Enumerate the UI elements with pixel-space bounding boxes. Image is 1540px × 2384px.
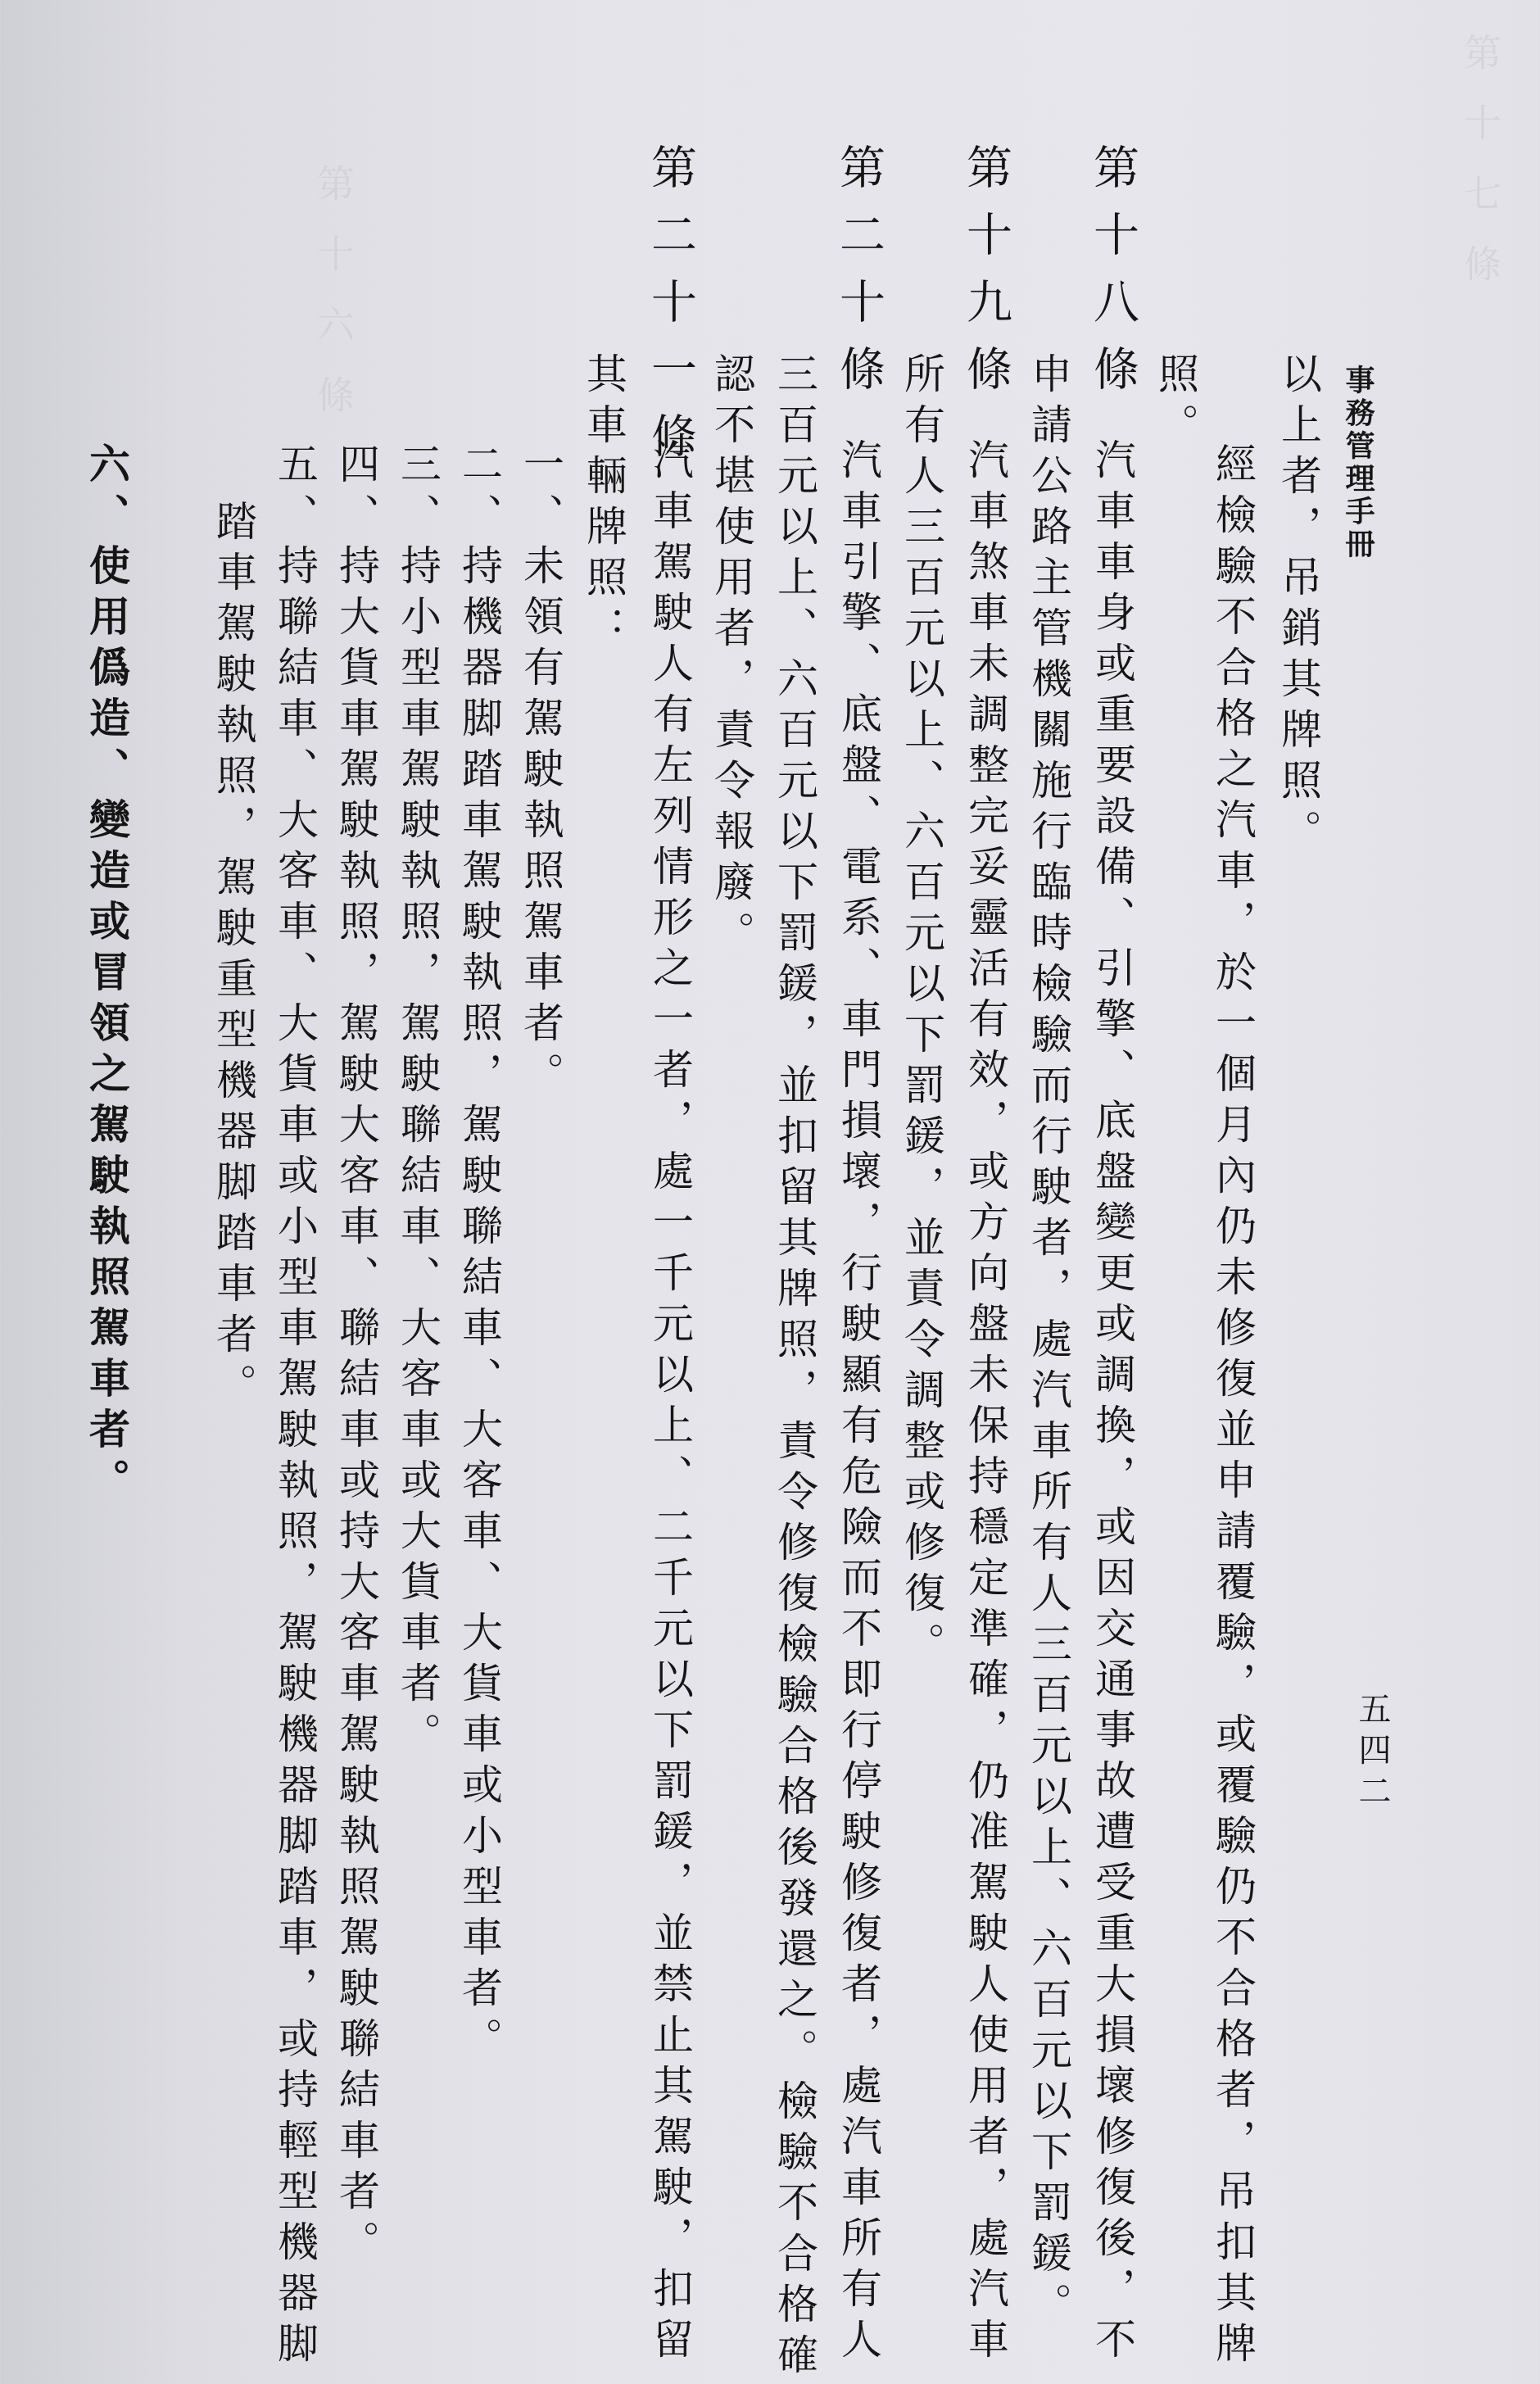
- list-item: 踏車駕駛執照，駕駛重型機器脚踏車者。: [210, 500, 257, 1414]
- list-item: 四、持大貨車駕駛執照，駕駛大客車、聯結車或持大客車駕駛執照駕駛聯結車者。: [333, 442, 380, 2271]
- page-number: 五四二: [1353, 1692, 1391, 1815]
- article-heading-20: 第二十條: [832, 143, 886, 412]
- list-item: 三、持小型車駕駛執照，駕駛聯結車、大客車或大貨車者。: [394, 442, 442, 1763]
- text-column: 照。: [1152, 352, 1199, 454]
- list-item: 二、持機器脚踏車駕駛執照，駕駛聯結車、大客車、大貨車或小型車者。: [455, 442, 503, 2068]
- text-column: 所有人三百元以上、六百元以下罰鍰，並責令調整或修復。: [898, 352, 945, 1673]
- book-title: 事務管理手冊: [1341, 365, 1375, 561]
- text-column: 汽車煞車未調整完妥靈活有效，或方向盤未保持穩定準確，仍准駕駛人使用者，處汽車: [962, 438, 1009, 2368]
- article-heading-18: 第十八條: [1086, 143, 1139, 412]
- text-column: 汽車車身或重要設備、引擎、底盤變更或調換，或因交通事故遭受重大損壞修復後，不: [1089, 438, 1136, 2368]
- article-heading-21: 第二十一條: [644, 143, 697, 479]
- text-column: 認不堪使用者，責令報廢。: [708, 352, 755, 962]
- bleed-through-text: 第十七條: [1458, 33, 1502, 315]
- text-column: 申請公路主管機關施行臨時檢驗而行駛者，處汽車所有人三百元以上、六百元以下罰鍰。: [1025, 352, 1072, 2333]
- text-column: 汽車引擎、底盤、電系、車門損壞，行駛顯有危險而不即行停駛修復者，處汽車所有人: [835, 438, 882, 2368]
- text-column: 其車輛牌照：: [580, 352, 627, 657]
- list-item: 一、未領有駕駛執照駕車者。: [517, 442, 564, 1103]
- text-column: 以上者，吊銷其牌照。: [1275, 352, 1322, 860]
- text-column: 經檢驗不合格之汽車，於一個月內仍未修復並申請覆驗，或覆驗仍不合格者，吊扣其牌: [1209, 442, 1257, 2373]
- text-column: 三百元以上、六百元以下罰鍰，並扣留其牌照，責令修復檢驗合格後發還之。檢驗不合格確: [771, 352, 818, 2384]
- article-heading-19: 第十九條: [959, 143, 1012, 412]
- list-item: 六、使用僞造、變造或冒領之駕駛執照駕車者。: [83, 442, 131, 1509]
- list-item: 五、持聯結車、大客車、大貨車或小型車駕駛執照，駕駛機器脚踏車，或持輕型機器脚: [271, 442, 319, 2373]
- bleed-through-text: 第十六條: [311, 164, 356, 446]
- text-column: 汽車駕駛人有左列情形之一者，處一千元以上、二千元以下罰鍰，並禁止其駕駛，扣留: [646, 438, 694, 2368]
